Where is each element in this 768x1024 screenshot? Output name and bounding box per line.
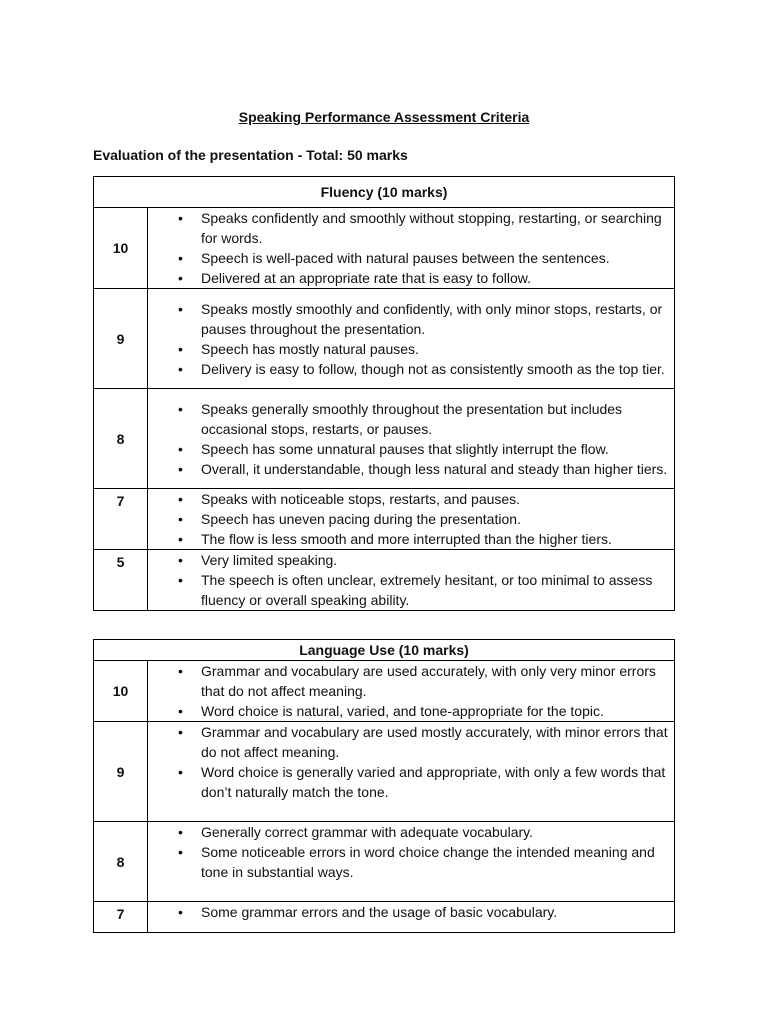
criteria-cell [148,208,675,289]
fluency-row-5 [94,550,675,611]
criteria-bullet: • The flow is less smooth and more interrupted than the higher tiers. [148,529,674,549]
criteria-cell [148,289,675,389]
criteria-bullet: • Overall, it understandable, though less natural and steady than higher tiers. [148,459,674,479]
criteria-bullet: • Speech has some unnatural pauses that slightly interrupt the flow. [148,439,674,459]
criteria-cell [148,822,675,902]
score-cell: 9 [94,289,148,389]
criteria-cell [148,550,675,611]
fluency-table [93,176,675,611]
criteria-bullet: • Speech has mostly natural pauses. [148,339,674,359]
language-row-8 [94,822,675,902]
criteria-bullet: • Generally correct grammar with adequate vocabulary. [148,822,674,842]
language-row-7 [94,902,675,933]
score-cell: 5 [94,550,148,611]
criteria-bullet: • Grammar and vocabulary are used mostly accurately, with minor errors that do not affect meaning. [148,722,674,762]
fluency-header-row [94,177,675,208]
criteria-cell [148,661,675,722]
criteria-cell [148,489,675,550]
language-row-9 [94,722,675,822]
score-cell: 10 [94,208,148,289]
score-cell: 8 [94,389,148,489]
criteria-cell [148,722,675,822]
score-cell: 9 [94,722,148,822]
criteria-bullet: • Speaks generally smoothly throughout the presentation but includes occasional stops, restarts, or pauses. [148,399,674,439]
score-cell: 7 [94,489,148,550]
criteria-bullet: • Very limited speaking. [148,550,674,570]
language-row-10 [94,661,675,722]
score-cell: 8 [94,822,148,902]
criteria-bullet: • Some grammar errors and the usage of basic vocabulary. [148,902,674,922]
criteria-bullet: • Speaks confidently and smoothly without stopping, restarting, or searching for words. [148,208,674,248]
criteria-bullet: • Speech has uneven pacing during the presentation. [148,509,674,529]
page-title: Speaking Performance Assessment Criteria [238,109,530,125]
criteria-bullet: • Speaks mostly smoothly and confidently, with only minor stops, restarts, or pauses throughout the presentation. [148,299,674,339]
fluency-row-10 [94,208,675,289]
criteria-bullet: • Speaks with noticeable stops, restarts, and pauses. [148,489,674,509]
fluency-row-9 [94,289,675,389]
criteria-bullet: • Word choice is generally varied and appropriate, with only a few words that don’t naturally match the tone. [148,762,674,802]
fluency-row-8 [94,389,675,489]
score-cell: 10 [94,661,148,722]
criteria-bullet: • Grammar and vocabulary are used accurately, with only very minor errors that do not affect meaning. [148,661,674,701]
language-use-header: Language Use (10 marks) [94,640,675,661]
fluency-header: Fluency (10 marks) [94,177,675,208]
criteria-bullet: • Word choice is natural, varied, and tone-appropriate for the topic. [148,701,674,721]
criteria-cell [148,902,675,933]
evaluation-subtitle: Evaluation of the presentation - Total: 50 marks [93,147,408,163]
criteria-cell [148,389,675,489]
criteria-bullet: • Delivery is easy to follow, though not as consistently smooth as the top tier. [148,359,674,379]
language-use-table [93,639,675,933]
score-cell: 7 [94,902,148,933]
criteria-bullet: • Some noticeable errors in word choice change the intended meaning and tone in substantial ways. [148,842,674,882]
criteria-bullet: • Delivered at an appropriate rate that is easy to follow. [148,268,674,288]
criteria-bullet: • Speech is well-paced with natural pauses between the sentences. [148,248,674,268]
fluency-row-7 [94,489,675,550]
language-header-row [94,640,675,661]
criteria-bullet: • The speech is often unclear, extremely hesitant, or too minimal to assess fluency or overall speaking ability. [148,570,674,610]
